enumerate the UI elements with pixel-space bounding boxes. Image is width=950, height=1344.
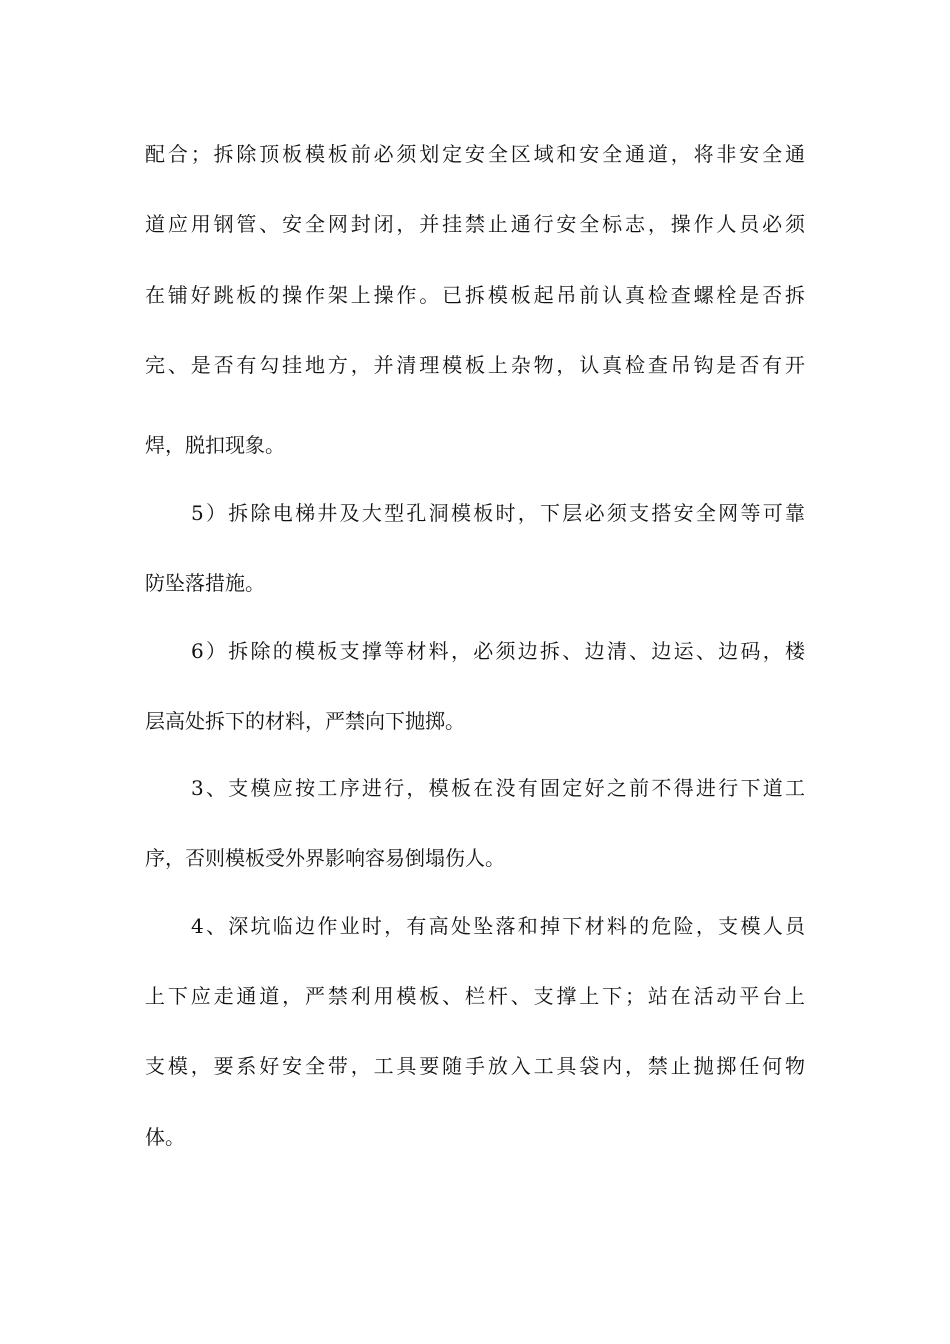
text-line: 层高处拆下的材料，严禁向下抛掷。 [145, 709, 465, 733]
paragraph-first-line: 6）拆除的模板支撑等材料，必须边拆、边清、边运、边码，楼 [191, 639, 805, 663]
paragraph-first-line: 5）拆除电梯井及大型孔洞模板时，下层必须支搭安全网等可靠 [191, 501, 805, 525]
text-line: 完、是否有勾挂地方，并清理模板上杂物，认真检查吊钩是否有开 [145, 353, 805, 377]
text-line: 在铺好跳板的操作架上操作。已拆模板起吊前认真检查螺栓是否拆 [145, 283, 805, 307]
text-line: 序，否则模板受外界影响容易倒塌伤人。 [145, 846, 505, 870]
text-line: 焊，脱扣现象。 [145, 433, 285, 457]
text-line: 体。 [145, 1125, 185, 1149]
text-line: 上下应走通道，严禁利用模板、栏杆、支撑上下；站在活动平台上 [145, 984, 805, 1008]
paragraph-first-line: 3、支模应按工序进行，模板在没有固定好之前不得进行下道工 [191, 776, 805, 800]
text-line: 道应用钢管、安全网封闭，并挂禁止通行安全标志，操作人员必须 [145, 212, 805, 236]
paragraph-first-line: 4、深坑临边作业时，有高处坠落和掉下材料的危险，支模人员 [191, 914, 805, 938]
text-line: 支模，要系好安全带，工具要随手放入工具袋内，禁止抛掷任何物 [145, 1054, 805, 1078]
text-line: 防坠落措施。 [145, 571, 265, 595]
text-line: 配合；拆除顶板模板前必须划定安全区域和安全通道，将非安全通 [145, 142, 805, 166]
